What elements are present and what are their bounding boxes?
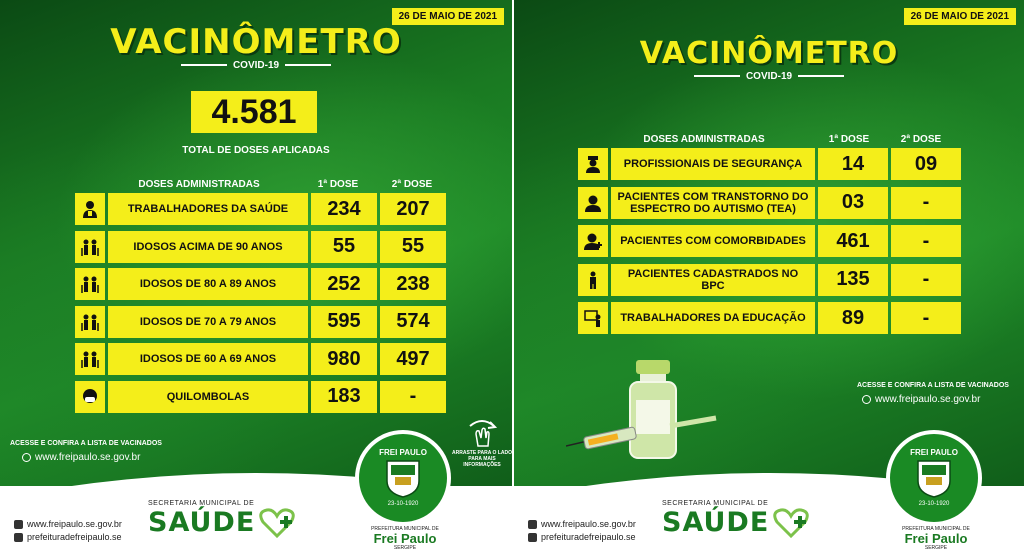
- elderly-couple-icon: [81, 275, 99, 293]
- footer-social-text: prefeituradefreipaulo.se: [541, 532, 636, 542]
- row-first-dose: 14: [818, 148, 888, 180]
- consult-url-text: www.freipaulo.se.gov.br: [875, 394, 981, 405]
- shield-crest-icon: [916, 459, 952, 499]
- row-icon-cell: [578, 302, 608, 334]
- row-icon-cell: [75, 268, 105, 300]
- footer-social[interactable]: [14, 531, 122, 544]
- footer-links: [528, 518, 636, 544]
- secretaria-label: SECRETARIA MUNICIPAL DE: [148, 500, 255, 507]
- right-panel: [512, 0, 1024, 558]
- teacher-icon: [584, 309, 602, 327]
- total-doses-value: 4.581: [191, 91, 317, 133]
- col-first-header: 1ª DOSE: [317, 179, 359, 190]
- consult-url[interactable]: [862, 394, 980, 405]
- row-first-dose: 89: [818, 302, 888, 334]
- footer-site-text: www.freipaulo.se.gov.br: [541, 519, 636, 529]
- subtitle: [0, 60, 512, 71]
- globe-icon: [862, 395, 871, 404]
- saude-logo: [148, 500, 298, 550]
- col-second-header: 2ª DOSE: [391, 179, 433, 190]
- footer-links: [14, 518, 122, 544]
- row-icon-cell: [578, 148, 608, 180]
- seal-caption: [891, 526, 981, 551]
- row-icon-cell: [75, 193, 105, 225]
- col-second-header: 2ª DOSE: [900, 134, 942, 145]
- globe-icon: [528, 520, 537, 529]
- row-icon-cell: [75, 306, 105, 338]
- row-icon-cell: [578, 264, 608, 296]
- row-icon-cell: [578, 187, 608, 219]
- row-icon-cell: [75, 381, 105, 413]
- row-icon-cell: [578, 225, 608, 257]
- row-second-dose: -: [891, 264, 961, 296]
- table-row: [578, 187, 968, 219]
- row-first-dose: 03: [818, 187, 888, 219]
- saude-word: SAÚDE: [662, 507, 770, 538]
- subtitle-text: COVID-19: [745, 71, 793, 82]
- row-first-dose: 55: [311, 231, 377, 263]
- seal-date: 23-10-1920: [387, 501, 419, 507]
- row-label: IDOSOS DE 80 A 89 ANOS: [108, 268, 308, 300]
- row-label: TRABALHADORES DA SAÚDE: [108, 193, 308, 225]
- swipe-hand-icon: [464, 418, 500, 448]
- row-label: PACIENTES COM TRANSTORNO DO ESPECTRO DO AUTISMO (TEA): [611, 187, 815, 219]
- row-label: PROFISSIONAIS DE SEGURANÇA: [611, 148, 815, 180]
- table-row: [75, 343, 445, 375]
- table-row: [578, 264, 968, 296]
- elderly-couple-icon: [81, 238, 99, 256]
- table-row: [578, 225, 968, 257]
- table-row: [75, 268, 445, 300]
- heart-plus-icon: [259, 508, 295, 538]
- table-row: [578, 148, 968, 180]
- swipe-text: ARRASTE PARA O LADO PARA MAIS INFORMAÇÕES: [452, 450, 512, 468]
- col-first-header: 1ª DOSE: [828, 134, 870, 145]
- health-worker-icon: [81, 200, 99, 218]
- seal-top: FREI PAULO: [910, 448, 958, 457]
- seal-pref: PREFEITURA MUNICIPAL DE: [902, 526, 970, 532]
- seal-state: SERGIPE: [924, 545, 948, 551]
- patient-plus-icon: [584, 232, 602, 250]
- table-row: [578, 302, 968, 334]
- seal-name: Frei Paulo: [904, 531, 968, 546]
- row-second-dose: 574: [380, 306, 446, 338]
- police-officer-icon: [584, 155, 602, 173]
- col-doses-header: DOSES ADMINISTRADAS: [643, 134, 765, 145]
- row-second-dose: -: [380, 381, 446, 413]
- table-row: [75, 193, 445, 225]
- subtitle-text: COVID-19: [232, 60, 280, 71]
- seal-top: FREI PAULO: [379, 448, 427, 457]
- row-first-dose: 980: [311, 343, 377, 375]
- vaccine-vial-syringe-icon: [566, 356, 736, 466]
- seal-name: Frei Paulo: [373, 531, 437, 546]
- row-second-dose: -: [891, 302, 961, 334]
- row-label: IDOSOS DE 60 A 69 ANOS: [108, 343, 308, 375]
- total-doses-label: TOTAL DE DOSES APLICADAS: [182, 145, 330, 156]
- municipal-seal: [355, 430, 451, 526]
- seal-date: 23-10-1920: [918, 501, 950, 507]
- heart-plus-icon: [773, 508, 809, 538]
- elderly-couple-icon: [81, 350, 99, 368]
- social-icon: [528, 533, 537, 542]
- elderly-couple-icon: [81, 313, 99, 331]
- saude-logo: [662, 500, 812, 550]
- row-first-dose: 135: [818, 264, 888, 296]
- consult-url-text: www.freipaulo.se.gov.br: [35, 452, 141, 463]
- row-label: QUILOMBOLAS: [108, 381, 308, 413]
- row-second-dose: 55: [380, 231, 446, 263]
- row-second-dose: -: [891, 225, 961, 257]
- masked-person-icon: [81, 388, 99, 406]
- footer-social[interactable]: [528, 531, 636, 544]
- row-first-dose: 595: [311, 306, 377, 338]
- table-row: [75, 306, 445, 338]
- saude-word: SAÚDE: [148, 507, 256, 538]
- row-label: IDOSOS DE 70 A 79 ANOS: [108, 306, 308, 338]
- seal-state: SERGIPE: [393, 545, 417, 551]
- page-title: VACINÔMETRO: [110, 22, 402, 62]
- row-icon-cell: [75, 343, 105, 375]
- globe-icon: [14, 520, 23, 529]
- page-title: VACINÔMETRO: [639, 36, 899, 71]
- person-icon: [584, 194, 602, 212]
- secretaria-label: SECRETARIA MUNICIPAL DE: [662, 500, 769, 507]
- municipal-seal: [886, 430, 982, 526]
- footer-social-text: prefeituradefreipaulo.se: [27, 532, 122, 542]
- row-label: PACIENTES COM COMORBIDADES: [611, 225, 815, 257]
- row-first-dose: 461: [818, 225, 888, 257]
- standing-person-icon: [584, 271, 602, 289]
- table-row: [75, 381, 445, 413]
- row-second-dose: 497: [380, 343, 446, 375]
- row-label: TRABALHADORES DA EDUCAÇÃO: [611, 302, 815, 334]
- shield-crest-icon: [385, 459, 421, 499]
- row-first-dose: 183: [311, 381, 377, 413]
- row-second-dose: 207: [380, 193, 446, 225]
- row-second-dose: 09: [891, 148, 961, 180]
- col-doses-header: DOSES ADMINISTRADAS: [138, 179, 260, 190]
- seal-pref: PREFEITURA MUNICIPAL DE: [371, 526, 439, 532]
- consult-label: ACESSE E CONFIRA A LISTA DE VACINADOS: [857, 382, 1009, 389]
- footer-site-text: www.freipaulo.se.gov.br: [27, 519, 122, 529]
- row-second-dose: 238: [380, 268, 446, 300]
- row-first-dose: 234: [311, 193, 377, 225]
- row-first-dose: 252: [311, 268, 377, 300]
- table-row: [75, 231, 445, 263]
- social-icon: [14, 533, 23, 542]
- row-second-dose: -: [891, 187, 961, 219]
- date-badge: 26 DE MAIO DE 2021: [904, 8, 1016, 25]
- date-badge: 26 DE MAIO DE 2021: [392, 8, 504, 25]
- consult-label: ACESSE E CONFIRA A LISTA DE VACINADOS: [10, 440, 162, 447]
- row-label: IDOSOS ACIMA DE 90 ANOS: [108, 231, 308, 263]
- seal-caption: [360, 526, 450, 551]
- row-label: PACIENTES CADASTRADOS NO BPC: [611, 264, 815, 296]
- footer-site[interactable]: [14, 518, 122, 531]
- subtitle: [514, 71, 1024, 82]
- footer-site[interactable]: [528, 518, 636, 531]
- row-icon-cell: [75, 231, 105, 263]
